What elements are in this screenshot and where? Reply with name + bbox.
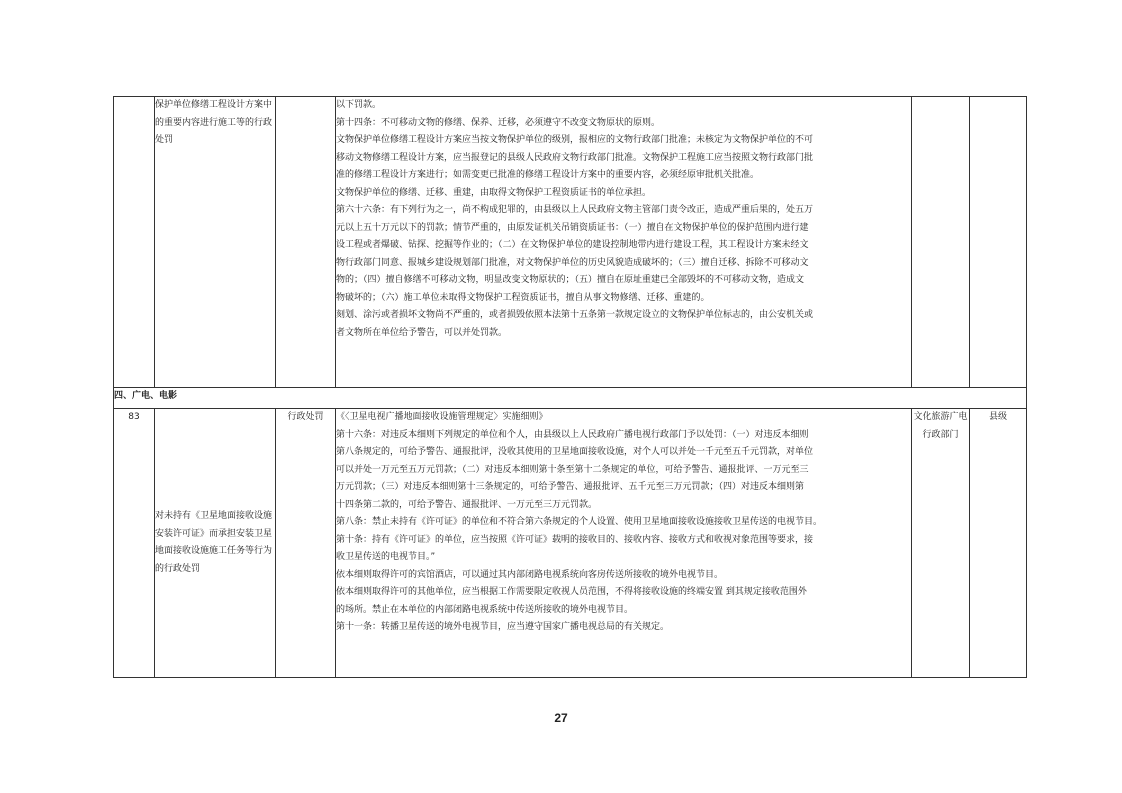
item-name-cell (155, 409, 276, 678)
section-header-row (114, 388, 1027, 409)
section-title: 四、广电、电影 (114, 388, 1027, 409)
legal-basis-line: 设工程或者爆破、钻探、挖掘等作业的；（二）在文物保护单位的建设控制地带内进行建设工程，其工程设计方案未经文 (336, 240, 809, 250)
legal-basis-line: 第十一条：转播卫星传送的境外电视节目，应当遵守国家广播电视总局的有关规定。 (336, 622, 670, 632)
legal-basis-line: 《〈卫星电视广播地面接收设施管理规定〉实施细则》 (336, 412, 548, 422)
legal-basis-line: 第十四条：不可移动文物的修缮、保养、迁移，必须遵守不改变文物原状的原则。 (336, 117, 661, 128)
legal-basis-line: 物的；（四）擅自修缮不可移动文物，明显改变文物原状的；（五）擅自在原址重建已全部毁坏的不可移动文物，造成文 (336, 275, 805, 285)
legal-basis-line: 者文物所在单位给予警告，可以并处罚款。 (336, 327, 508, 338)
legal-basis-line: 文物保护单位修缮工程设计方案应当按文物保护单位的级别，报相应的文物行政部门批准；未核定为文物保护单位的不可 (336, 135, 814, 145)
legal-basis-line: 收卫星传送的电视节目。” (336, 552, 436, 562)
legal-basis-line: 物破坏的；（六）施工单位未取得文物保护工程资质证书，擅自从事文物修缮、迁移、重建的。 (336, 292, 710, 303)
legal-basis-cell (336, 97, 912, 388)
row-number-cell (114, 97, 155, 388)
legal-basis-line: 以下罚款。 (336, 100, 382, 110)
penalty-type-cell (276, 97, 336, 388)
legal-basis-line: 物行政部门同意、报城乡建设规划部门批准，对文物保护单位的历史风貌造成破坏的；（三）擅自迁移、拆除不可移动文 (336, 257, 809, 268)
page-number: 27 (554, 711, 568, 725)
row-number: 83 (114, 409, 155, 678)
legal-basis-line: 第十条：持有《许可证》的单位，应当按照《许可证》载明的接收目的、接收内容、接收方式和收视对象范围等要求，接 (336, 534, 814, 545)
legal-basis-line: 十四条第二款的，可给予警告、通报批评、一万元至三万元罚款。 (336, 499, 598, 510)
legal-basis-line: 第八条规定的，可给予警告、通报批评，没收其使用的卫星地面接收设施，对个人可以并处一千元至五千元罚款，对单位 (336, 447, 814, 457)
table-row-continued (114, 97, 1027, 388)
legal-basis-line: 依本细则取得许可的宾馆酒店，可以通过其内部闭路电视系统向客房传送所接收的境外电视节目。 (336, 569, 724, 580)
item-name: 保护单位修缮工程设计方案中的重要内容进行施工等的行政处罚 (155, 100, 273, 145)
legal-basis-line: 移动文物修缮工程设计方案，应当报登记的县级人民政府文物行政部门批准。文物保护工程施工应当按照文物行政部门批 (336, 152, 814, 163)
legal-basis-line: 文物保护单位的修缮、迁移、重建，由取得文物保护工程资质证书的单位承担。 (336, 187, 652, 198)
enforcement-level: 县级 (970, 409, 1027, 678)
legal-basis-cell (336, 409, 912, 678)
legal-basis-line: 的场所。禁止在本单位的内部闭路电视系统中传送所接收的境外电视节目。 (336, 604, 634, 615)
department-cell (912, 97, 970, 388)
legal-basis-line: 第八条：禁止未持有《许可证》的单位和不符合第六条规定的个人设置、使用卫星地面接收设施接收卫星传送的电视节目。 (336, 517, 823, 527)
table-row-83 (114, 409, 1027, 678)
enforcement-department: 文化旅游广电行政部门 (912, 409, 970, 678)
legal-basis-line: 第六十六条：有下列行为之一，尚不构成犯罪的，由县级以上人民政府文物主管部门责令改正，造成严重后果的，处五万 (336, 205, 814, 215)
regulation-table (113, 96, 1027, 678)
legal-basis-line: 准的修缮工程设计方案进行；如需变更已批准的修缮工程设计方案中的重要内容，必须经原审批机关批准。 (336, 170, 760, 180)
item-name-cell (155, 97, 276, 388)
legal-basis-line: 可以并处一万元至五万元罚款；（二）对违反本细则第十条至第十二条规定的单位，可给予警告、通报批评、一万元至三 (336, 464, 809, 475)
legal-basis-line: 元以上五十万元以下的罚款；情节严重的，由原发证机关吊销资质证书：（一）擅自在文物保护单位的保护范围内进行建 (336, 222, 809, 233)
item-name: 对未持有《卫星地面接收设施安装许可证》而承担安装卫星地面接收设施施工任务等行为的行政处罚 (155, 511, 273, 574)
legal-basis-line: 第十六条：对违反本细则下列规定的单位和个人，由县级以上人民政府广播电视行政部门予以处罚：（一）对违反本细则 (336, 429, 809, 440)
legal-basis-line: 刻划、涂污或者损坏文物尚不严重的，或者损毁依照本法第十五条第一款规定设立的文物保护单位标志的，由公安机关或 (336, 310, 814, 320)
legal-basis-line: 依本细则取得许可的其他单位，应当根据工作需要限定收视人员范围，不得将接收设施的终端安置 到其规定接收范围外 (336, 587, 807, 597)
penalty-type: 行政处罚 (276, 409, 336, 678)
level-cell (970, 97, 1027, 388)
legal-basis-line: 万元罚款；（三）对违反本细则第十三条规定的，可给予警告、通报批评、五千元至三万元罚款；（四）对违反本细则第 (336, 482, 805, 492)
